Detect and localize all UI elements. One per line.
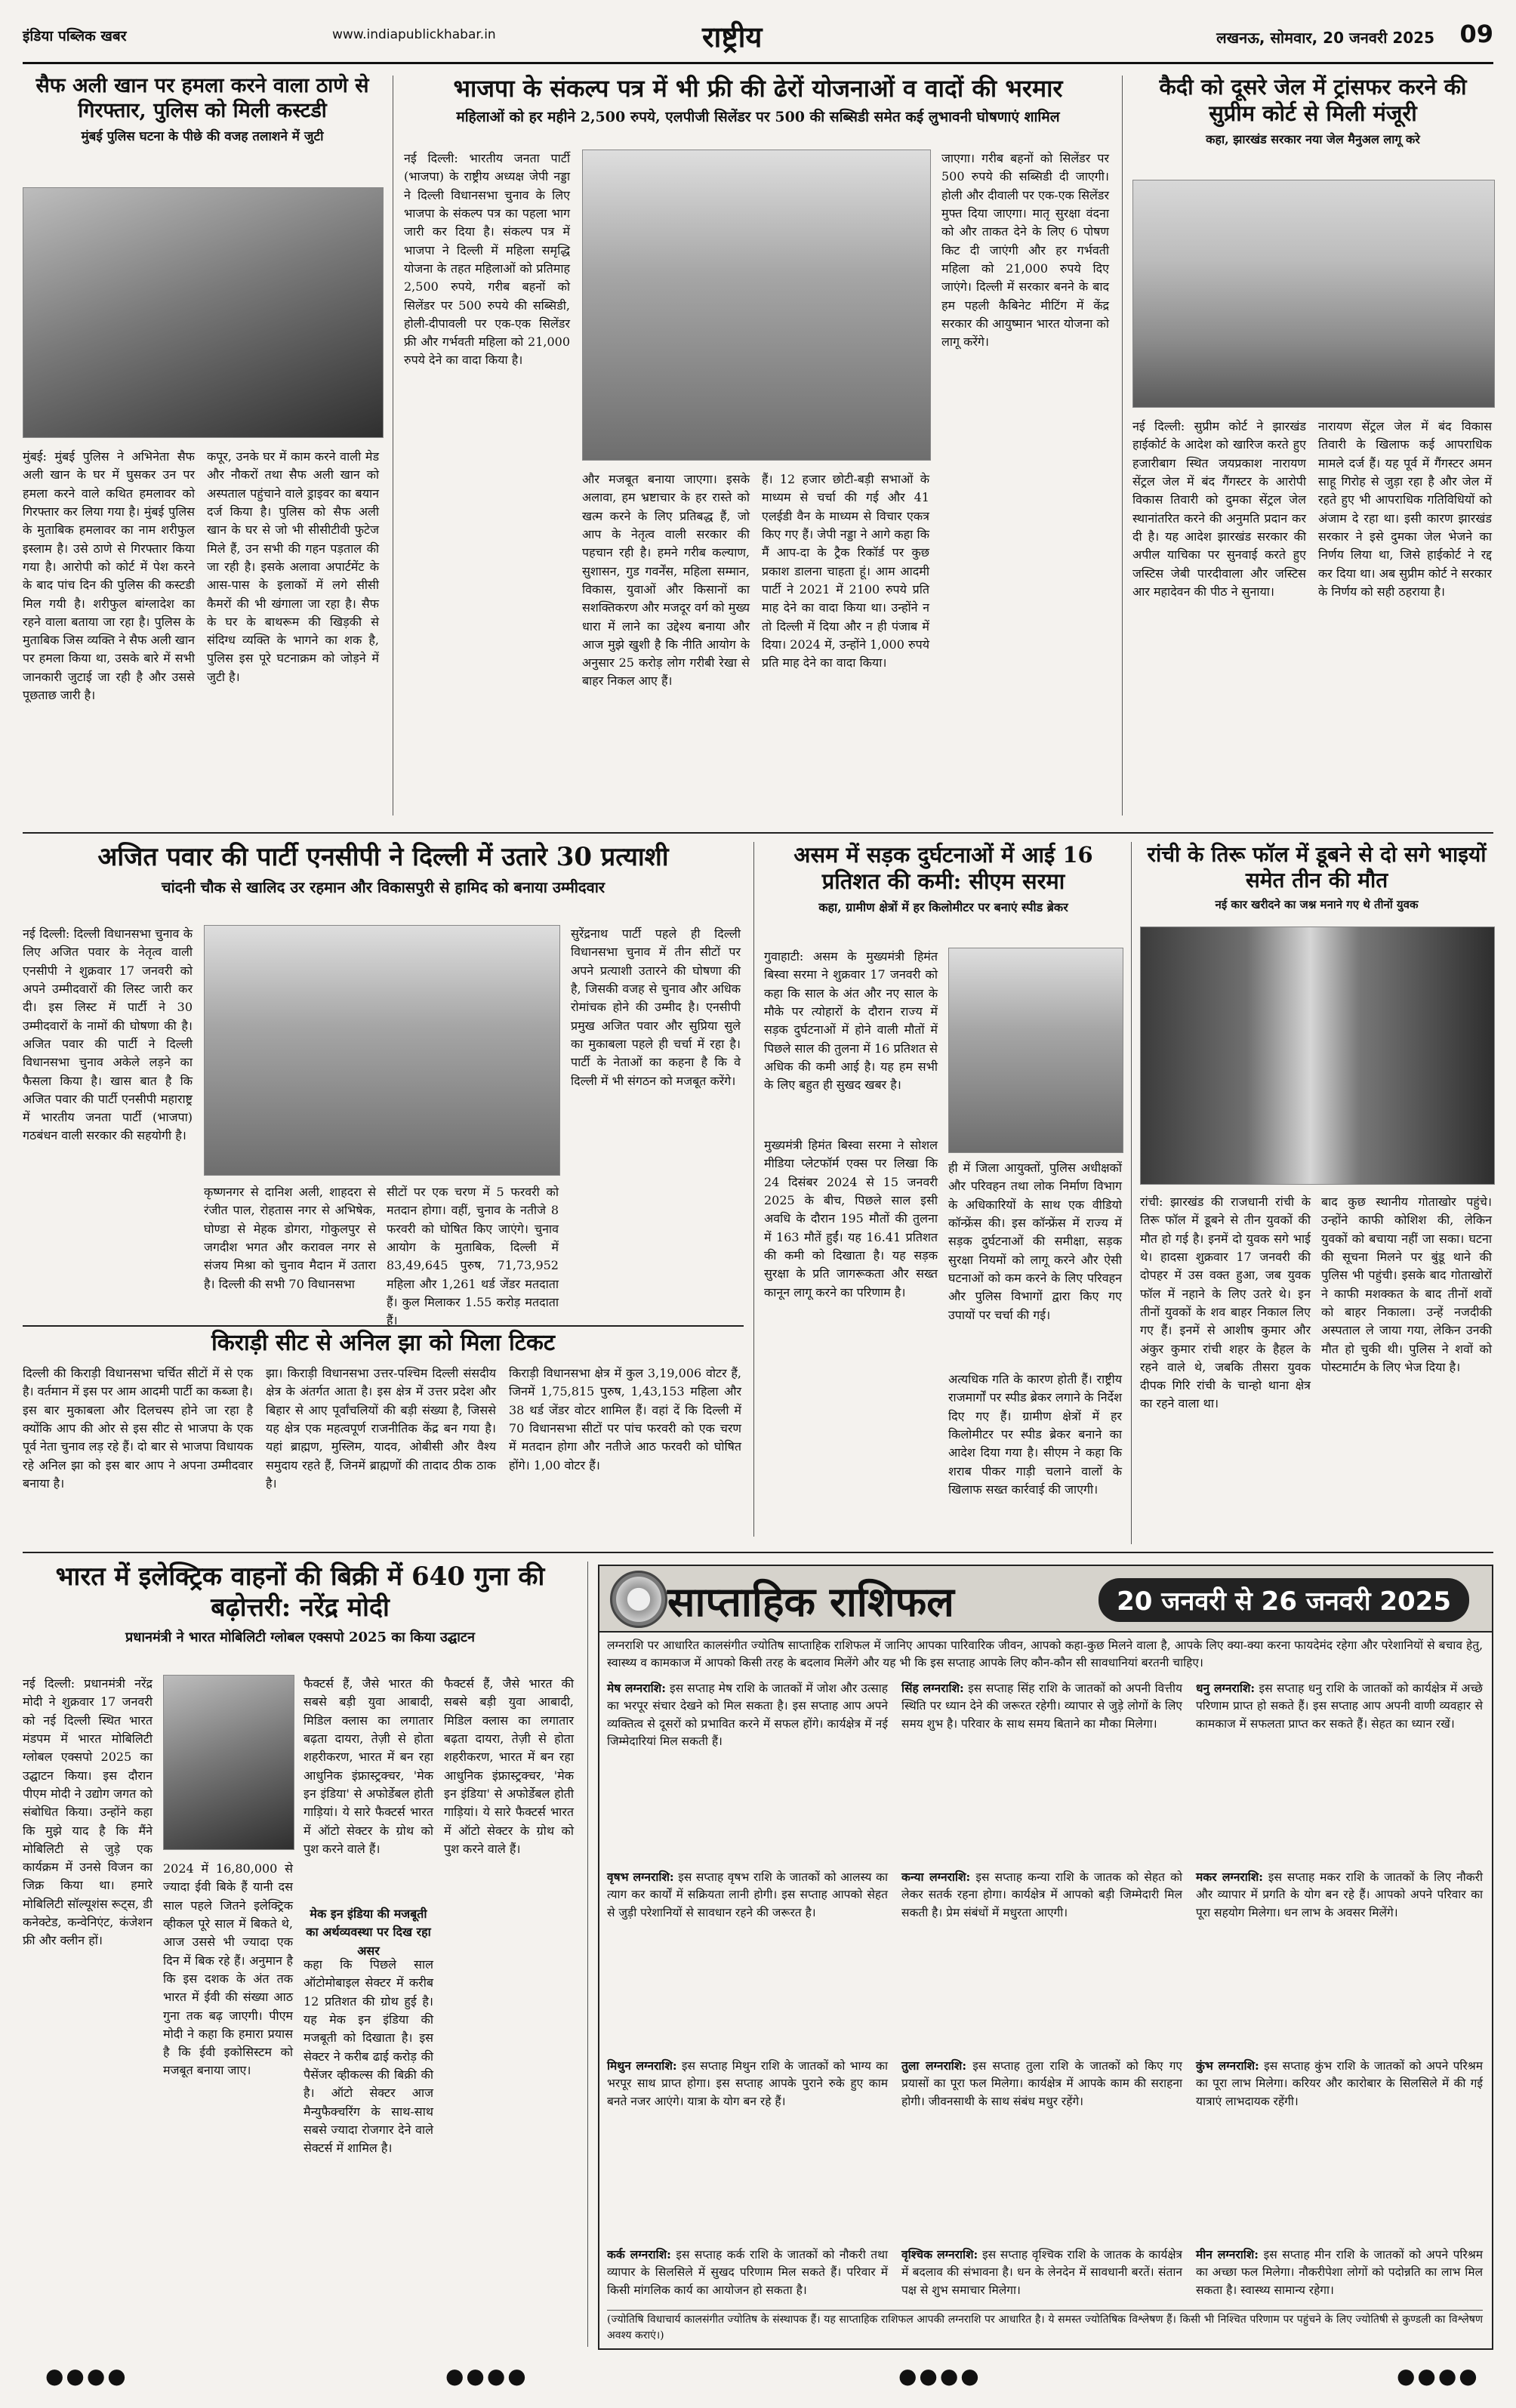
body-col-3: 2024 में 16,80,000 से ज्यादा ईवी बिके हैं यानी दस साल पहले जितने इलेक्ट्रिक व्हीकल पूरे साल में बिकते थे, आज उससे भी ज्यादा एक दिन में बिक रहे हैं। अनुमान है कि इस दशक के अंत तक भारत में ईवी की संख्या आठ गुना तक बढ़ जाएगी। पीएम मोदी ने कहा कि हमारा प्रयास है कि ईवी इकोसिस्टम को मजबूत बनाया जाए। (163, 1861, 293, 2078)
subhead: महिलाओं को हर महीने 2,500 रुपये, एलपीजी सिलेंडर पर 500 की सब्सिडी समेत कई लुभावनी घोषणाएं शामिल (456, 109, 1060, 126)
subhead: कहा, ग्रामीण क्षेत्रों में हर किलोमीटर पर बनाएं स्पीड ब्रेकर (818, 899, 1068, 914)
subhead: मुंबई पुलिस घटना के पीछे की वजह तलाशने में जुटी (81, 128, 324, 144)
rashi-dhanu (1196, 1679, 1483, 1861)
column-divider (587, 1562, 588, 2347)
article-kaidi (1132, 74, 1493, 829)
body-col-1: नई दिल्ली: दिल्ली विधानसभा चुनाव के लिए अजित पवार के नेतृत्व वाली एनसीपी ने शुक्रवार 17 जनवरी को अपने उम्मीदवारों की लिस्ट जारी कर दी। इस लिस्ट में पार्टी ने 30 उम्मीदवारों के नामों की घोषणा की है। अजित पवार की पार्टी ने दिल्ली विधानसभा चुनाव अकेले लड़ने का फैसला किया है। खास बात है कि अजित पवार की पार्टी एनसीपी महाराष्ट्र में भारतीय जनता पार्टी (भाजपा) गठबंधन वाली सरकार की सहयोगी है। (23, 927, 193, 1143)
rashi-text: इस सप्ताह मीन राशि के जातकों को अपने परिश्रम का अच्छा फल मिलेगा। नौकरीपेशा लोगों को पदोन्नति का लाभ मिल सकता है। स्वास्थ्य सामान्य रहेगा। (1196, 2248, 1483, 2297)
rashi-sign: कुंभ लग्नराशि: (1196, 2058, 1259, 2073)
rashi-makar (1196, 1868, 1483, 2049)
headline: भाजपा के संकल्प पत्र में भी फ्री की ढेरों योजनाओं व वादों की भरमार (453, 74, 1063, 103)
body-col-5: फैक्टर्स हैं, जैसे भारत की सबसे बड़ी युवा आबादी, मिडिल क्लास का लगातार बढ़ता दायरा, तेज़ी से होता शहरीकरण, भारत में बन रहा आधुनिक इंफ्रास्ट्रक्चर, 'मेक इन इंडिया' से अफोर्डेबल होती गाड़ियां। ये सारे फैक्टर्स भारत में ऑटो सेक्टर के ग्रोथ को पुश करने वाले हैं। (444, 1676, 574, 1856)
rashi-meen (1196, 2246, 1483, 2306)
article-kirari (23, 1325, 744, 1544)
subhead: कहा, झारखंड सरकार नया जेल मैनुअल लागू करे (1206, 131, 1420, 146)
rashi-text: इस सप्ताह मिथुन राशि के जातकों को भाग्य का भरपूर साथ प्राप्त होगा। इस सप्ताह आपके पुराने रुके हुए काम बनते नजर आएंगे। यात्रा के योग बन रहे हैं। (607, 2059, 888, 2108)
body-col-2: और मजबूत बनाया जाएगा। इसके अलावा, हम भ्रष्टाचार के हर रास्ते को खत्म करने के लिए प्रतिबद्ध हैं, जो आप के नेतृत्व वाली सरकार की पहचान रही है। हमने गरीब कल्याण, सुशासन, गुड गवर्नेंस, महिला सम्मान, विकास, युवाओं और किसानों का सशक्तिकरण और मजदूर वर्ग को मुख्य धारा में लाने का उद्देश्य बनाया और आज मुझे खुशी है कि नीति आयोग के अनुसार 25 करोड़ लोग गरीबी रेखा से बाहर निकल आए हैं। (582, 472, 750, 689)
body-col-2: झा। किराड़ी विधानसभा उत्तर-पश्चिम दिल्ली संसदीय क्षेत्र के अंतर्गत आता है। इस क्षेत्र में उत्तर प्रदेश और बिहार से आए पूर्वांचलियों की बड़ी संख्या है, जिससे यह क्षेत्र एक महत्वपूर्ण राजनीतिक केंद्र बन गया है। यहां ब्राह्मण, मुस्लिम, यादव, ओबीसी और वैश्य समुदाय रहते हैं, जिनमें ब्राह्मणों की तादाद ठीक ठाक है। (266, 1366, 496, 1491)
rashi-sign: मीन लग्नराशि: (1196, 2247, 1259, 2262)
body-col-3: हैं। 12 हजार छोटी-बड़ी सभाओं के माध्यम से चर्चा की गई और 41 एलईडी वैन के माध्यम से विचार एकत्र किए गए हैं। जेपी नड्डा ने आगे कहा कि मैं आप-दा के ट्रैक रिकॉर्ड पर कुछ प्रकाश डालना चाहता हूं। आम आदमी पार्टी ने 2021 में 2100 रुपये प्रति माह देने का वादा किया था। उन्होंने न तो दिल्ली में दिया और न ही पंजाब में दिया। 2024 में, उन्होंने 1,000 रुपये प्रति माह देने का वादा किया। (762, 472, 929, 671)
rashi-sign: वृषभ लग्नराशि: (607, 1870, 674, 1884)
rashi-sign: मिथुन लग्नराशि: (607, 2058, 677, 2073)
article-ev-sales (23, 1562, 578, 2347)
rashifal-footnote: (ज्योतिषि विधाचार्य कालसंगीत ज्योतिष के संस्थापक हैं। यह साप्ताहिक राशिफल आपकी लग्नराशि पर आधारित है। ये समस्त ज्योतिषिक विश्लेषण हैं। किसी भी निश्चित परिणाम पर पहुंचने के लिए ज्योतिषी से कुण्डली का विश्लेषण अवश्य कराएं।) (607, 2310, 1483, 2347)
body-col-3: किराड़ी विधानसभा क्षेत्र में कुल 3,19,006 वोटर हैं, जिनमें 1,75,815 पुरुष, 1,43,153 महिला और 38 थर्ड जेंडर वोटर शामिल हैं। वहां दें कि दिल्ली में 70 विधानसभा सीटों पर पांच फरवरी को एक चरण में मतदान होगा और नतीजे आठ फरवरी को घोषित होंगे। 1,00 वोटर हैं। (509, 1366, 741, 1472)
headline: कैदी को दूसरे जेल में ट्रांसफर करने की सुप्रीम कोर्ट से मिली मंजूरी (1159, 74, 1467, 127)
saif-photo (23, 187, 384, 438)
masthead (23, 15, 1493, 64)
footer-ornament: ●●●● (898, 2363, 981, 2388)
rashi-tula (901, 2057, 1182, 2238)
column-divider (753, 842, 754, 1537)
article-saif (23, 74, 382, 829)
footer-ornament: ●●●● (1397, 2363, 1480, 2388)
rashi-kanya (901, 1868, 1182, 2049)
body-col-under-2: सीटों पर एक चरण में 5 फरवरी को मतदान होगा। वहीं, चुनाव के नतीजे 8 फरवरी को घोषित किए जाएंगे। चुनाव आयोग के मुताबिक, दिल्ली में 83,49,645 पुरुष, 71,73,952 महिला और 1,261 थर्ड जेंडर मतदाता हैं। कुल मिलाकर 1.55 करोड़ मतदाता हैं। (387, 1185, 559, 1328)
supreme-court-photo (1132, 180, 1495, 408)
section-title: राष्ट्रीय (702, 20, 763, 54)
rashi-mesh (607, 1679, 888, 1861)
subhead: नई कार खरीदने का जश्न मनाने गए थे तीनों युवक (1215, 898, 1419, 912)
rashi-sign: मेष लग्नराशि: (607, 1681, 666, 1695)
rashi-text: इस सप्ताह तुला राशि के जातकों को किए गए प्रयासों का पूरा फल मिलेगा। कार्यक्षेत्र में आपके काम की सराहना होगी। जीवनसाथी के साथ संबंध मधुर रहेंगे। (901, 2059, 1182, 2108)
headline: असम में सड़क दुर्घटनाओं में आई 16 प्रतिशत की कमी: सीएम सरमा (793, 842, 1093, 895)
rashifal-dates: 20 जनवरी से 26 जनवरी 2025 (1098, 1578, 1469, 1622)
rashi-sign: मकर लग्नराशि: (1196, 1870, 1263, 1884)
rashi-kumbh (1196, 2057, 1483, 2238)
body-col-4: अत्यधिक गति के कारण होती हैं। राष्ट्रीय राजमार्गों पर स्पीड ब्रेकर लगाने के निर्देश दिए गए हैं। ग्रामीण क्षेत्रों में हर किलोमीटर पर स्पीड ब्रेकर बनाने का आदेश दिया गया है। सीएम ने कहा कि शराब पीकर गाड़ी चलाने वालों के खिलाफ सख्त कार्रवाई की जाएगी। (948, 1372, 1122, 1497)
waterfall-photo (1140, 927, 1495, 1185)
body-col-1: दिल्ली की किराड़ी विधानसभा चर्चित सीटों में से एक है। वर्तमान में इस पर आम आदमी पार्टी का कब्जा है। इस बार मुकाबला और दिलचस्प होने जा रहा है क्योंकि आप की ओर से इस सीट से भाजपा के एक पूर्व नेता चुनाव लड़ रहे हैं। दो बार से भाजपा विधायक रहे अनिल झा को इस बार आप ने अपना उम्मीदवार बनाया है। (23, 1366, 253, 1491)
rashi-sign: वृश्चिक लग्नराशि: (901, 2247, 978, 2262)
article-ranchi (1140, 842, 1493, 1544)
body-col-2: बाद कुछ स्थानीय गोताखोर पहुंचे। उन्होंने काफी कोशिश की, लेकिन युवकों को बचाया नहीं जा सका। घटना की सूचना मिलने पर बुंडू थाने की पुलिस भी पहुंची। इसके बाद गोताखोरों ने काफी मशक्कत के बाद तीनों शवों को बाहर निकाला। उन्हें नजदीकी अस्पताल ले जाया गया, लेकिन उनकी मौत हो चुकी थी। पुलिस ने शवों को पोस्टमार्टम के लिए भेज दिया है। (1321, 1195, 1492, 1374)
article-assam (764, 842, 1123, 1544)
zodiac-wheel-icon (610, 1571, 667, 1628)
website-url[interactable]: www.indiapublickhabar.in (332, 27, 496, 42)
page-number: 09 (1459, 20, 1493, 48)
rashi-text: इस सप्ताह कुंभ राशि के जातकों को अपने परिश्रम का पूरा लाभ मिलेगा। करियर और कारोबार के सिलसिले में की गई यात्राएं लाभदायक रहेंगी। (1196, 2059, 1483, 2108)
subhead: प्रधानमंत्री ने भारत मोबिलिटी ग्लोबल एक्सपो 2025 का किया उद्घाटन (125, 1629, 475, 1645)
rashi-text: इस सप्ताह मेष राशि के जातकों में जोश और उत्साह का भरपूर संचार देखने को मिल सकता है। इस सप्ताह आप अपने व्यक्तित्व से दूसरों को प्रभावित करने में सफल होंगे। कार्यक्षेत्र में नई जिम्मेदारियां मिल सकती हैं। (607, 1682, 888, 1748)
article-ajit-pawar (23, 842, 744, 1328)
rashi-vrishabh (607, 1868, 888, 2049)
rashi-sign: तुला लग्नराशि: (901, 2058, 967, 2073)
rashifal-intro: लग्नराशि पर आधारित कालसंगीत ज्योतिष साप्ताहिक राशिफल में जानिए आपका पारिवारिक जीवन, आपको कहा-कुछ मिलने वाला है, आपके लिए क्या-क्या करना फायदेमंद रहेगा और परेशानियों से बचाव हेतु, स्वास्थ्य व कामकाज में आपको किसी तरह के बदलाव मिलेंगे और यह भी कि इस सप्ताह आपके लिए कौन-कौन सी सावधानियां बरतनी चाहिए। (607, 1639, 1483, 1670)
rashi-text: इस सप्ताह सिंह राशि के जातकों को अपनी वित्तीय स्थिति पर ध्यान देने की जरूरत रहेगी। व्यापार से जुड़े लोगों के लिए समय शुभ है। परिवार के साथ समय बिताने का मौका मिलेगा। (901, 1682, 1183, 1731)
body-col-2: कपूर, उनके घर में काम करने वाली मेड और नौकरों तथा सैफ अली खान को अस्पताल पहुंचाने वाले ड्राइवर का बयान दर्ज किया है। पुलिस को सैफ अली खान के घर से जो भी सीसीटीवी फुटेज मिले हैं, उन सभी की गहन पड़ताल की जा रही है। इसके अलावा अपार्टमेंट के आस-पास के इलाकों में लगे सीसी कैमरों की भी खंगाला जा रहा है। सैफ के घर के बाथरूम की खिड़की से संदिग्ध व्यक्ति के भागने का शक है, पुलिस इस पूरे घटनाक्रम को जोड़ने में जुटी है। (207, 449, 379, 684)
assam-cm-photo (948, 948, 1123, 1153)
body-col-1: नई दिल्ली: भारतीय जनता पार्टी (भाजपा) के राष्ट्रीय अध्यक्ष जेपी नड्डा ने दिल्ली विधानसभा चुनाव के लिए भाजपा के संकल्प पत्र का पहला भाग जारी कर दिया है। संकल्प पत्र में भाजपा ने दिल्ली में महिला समृद्धि योजना के तहत महिलाओं को प्रतिमाह 2,500 रुपये, गरीब बहनों को सिलेंडर पर 500 रुपये की सब्सिडी, होली-दीपावली पर एक-एक सिलेंडर फ्री और गर्भवती महिला को 21,000 रुपये देने का वादा किया है। (404, 151, 570, 368)
rashi-text: इस सप्ताह वृश्चिक राशि के जातक के कार्यक्षेत्र में बदलाव की संभावना है। धन के लेनदेन में सावधानी बरतें। संतान पक्ष से शुभ समाचार मिलेगा। (901, 2248, 1182, 2297)
section-divider (23, 1552, 1493, 1553)
subhead: चांदनी चौक से खालिद उर रहमान और विकासपुरी से हामिद को बनाया उम्मीदवार (161, 878, 605, 897)
body-col-1: नई दिल्ली: प्रधानमंत्री नरेंद्र मोदी ने शुक्रवार 17 जनवरी को नई दिल्ली स्थित भारत मंडपम में भारत मोबिलिटी ग्लोबल एक्सपो 2025 का उद्घाटन किया। इस दौरान पीएम मोदी ने उद्योग जगत को संबोधित किया। उन्होंने कहा कि मुझे याद है कि मैंने मोबिलिटी से जुड़े एक कार्यक्रम में उनसे विजन का जिक्र किया था। हमारे मोबिलिटी सॉल्यूशंस रूट्स, डी कनेक्टेड, कन्वेनिएंट, कंजेशन फ्री और क्लीन हों। (23, 1676, 153, 1948)
body-col-4: कहा कि पिछले साल ऑटोमोबाइल सेक्टर में करीब 12 प्रतिशत की ग्रोथ हुई है। यह मेक इन इंडिया की मजबूती को दिखाता है। इस सेक्टर ने करीब ढाई करोड़ की पैसेंजर व्हीकल्स की बिक्री की है। ऑटो सेक्टर आज मैन्युफैक्चरिंग के साथ-साथ सबसे ज्यादा रोजगार देने वाले सेक्टर्स में शामिल है। (304, 1957, 433, 2156)
article-bjp (404, 74, 1112, 829)
modi-photo (163, 1675, 294, 1850)
column-divider (1131, 842, 1132, 1544)
bjp-photo (582, 150, 931, 461)
body-col-3: ही में जिला आयुक्तों, पुलिस अधीक्षकों और परिवहन तथा लोक निर्माण विभाग के अधिकारियों के साथ एक वीडियो कॉन्फ्रेंस की। इस कॉन्फ्रेंस में राज्य में सड़क दुर्घटनाओं की समीक्षा, सड़क सुरक्षा नियमों को लागू करने और ऐसी घटनाओं को कम करने के लिए परिवहन और पुलिस विभागों द्वारा किए गए उपायों पर चर्चा की गई। (948, 1161, 1122, 1322)
issue-date: लखनऊ, सोमवार, 20 जनवरी 2025 (1216, 29, 1434, 47)
body-col-1: नई दिल्ली: सुप्रीम कोर्ट ने झारखंड हाईकोर्ट के आदेश को खारिज करते हुए हजारीबाग स्थित जयप्रकाश नारायण सेंट्रल जेल में बंद गैंगस्टर के आरोपी विकास तिवारी को दुमका सेंट्रल जेल स्थानांतरित करने की अनुमति प्रदान कर दी है। यह आदेश झारखंड सरकार की अपील याचिका पर सुनवाई करते हुए जस्टिस जेबी पारदीवाला और जस्टिस आर महादेवन की पीठ ने सुनाया। (1132, 419, 1306, 599)
footer-ornament: ●●●● (445, 2363, 528, 2388)
rashi-mithun (607, 2057, 888, 2238)
body-col-2: मुख्यमंत्री हिमंत बिस्वा सरमा ने सोशल मीडिया प्लेटफॉर्म एक्स पर लिखा कि 24 दिसंबर 2024 से 15 जनवरी 2025 के बीच, पिछले साल इसी अवधि के दौरान 195 मौतों की तुलना में 163 मौतें हुईं। यह 16.41 प्रतिशत की कमी को दिखाता है। यह सड़क सुरक्षा के प्रति जागरूकता और सख्त कानून लागू करने का परिणाम है। (764, 1138, 938, 1300)
rashifal-box (598, 1565, 1493, 2350)
rashi-sign: कन्या लग्नराशि: (901, 1870, 971, 1884)
rashi-text: इस सप्ताह वृषभ राशि के जातकों को आलस्य का त्याग कर कार्यों में सक्रियता लानी होगी। इस सप्ताह आपको सेहत से जुड़ी परेशानियों से सावधान रहने की जरूरत है। (607, 1870, 888, 1919)
body-col-under-1: कृष्णनगर से दानिश अली, शाहदरा से रंजीत पाल, रोहतास नगर से अभिषेक, घोण्डा से मेहक डोगरा, गोकुलपुर से जगदीश भगत और करावल नगर से संजय मिश्रा को चुनाव मैदान में उतारा है। दिल्ली की सभी 70 विधानसभा (204, 1185, 376, 1291)
rashifal-title: साप्ताहिक राशिफल (667, 1577, 954, 1626)
rashi-text: इस सप्ताह धनु राशि के जातकों को कार्यक्षेत्र में अच्छे परिणाम प्राप्त हो सकते हैं। इस सप्ताह आप अपनी वाणी व्यवहार से कामकाज में सफलता प्राप्त कर सकते हैं। सेहत का ध्यान रखें। (1196, 1682, 1483, 1731)
headline: भारत में इलेक्ट्रिक वाहनों की बिक्री में 640 गुना की बढ़ोत्तरी: नरेंद्र मोदी (55, 1562, 545, 1623)
body-col-2: नारायण सेंट्रल जेल में बंद विकास तिवारी के खिलाफ कई आपराधिक मामले दर्ज हैं। यह पूर्व में गैंगस्टर अमन साहू गिरोह से जुड़ा रहा है और जेल में रहते हुए भी आपराधिक गतिविधियों को अंजाम दे रहा था। इसी कारण झारखंड सरकार ने इसे दुमका जेल भेजने का निर्णय लिया था, जिसे हाईकोर्ट ने रद्द कर दिया था। अब सुप्रीम कोर्ट ने सरकार के निर्णय को सही ठहराया है। (1318, 419, 1492, 599)
body-col-1: गुवाहाटी: असम के मुख्यमंत्री हिमंत बिस्वा सरमा ने शुक्रवार 17 जनवरी को कहा कि साल के अंत और नए साल के मौके पर त्योहारों के दौरान राज्य में सड़क दुर्घटनाओं में होने वाली मौतों में पिछले साल की तुलना में 16 प्रतिशत से अधिक की कमी आई है। यह हम सभी के लिए बहुत ही सुखद खबर है। (764, 949, 938, 1093)
rashi-kark (607, 2246, 888, 2306)
rashifal-banner (599, 1566, 1492, 1633)
rashi-text: इस सप्ताह कन्या राशि के जातक को सेहत को लेकर सतर्क रहना होगा। कार्यक्षेत्र में आपको बड़ी जिम्मेदारी मिल सकती है। प्रेम संबंधों में मधुरता आएगी। (901, 1870, 1182, 1919)
rashi-sign: धनु लग्नराशि: (1196, 1681, 1256, 1695)
headline: अजित पवार की पार्टी एनसीपी ने दिल्ली में उतारे 30 प्रत्याशी (97, 842, 669, 872)
ajit-pawar-photo (204, 925, 560, 1176)
rashi-sign: सिंह लग्नराशि: (901, 1681, 964, 1695)
mid-heading: मेक इन इंडिया की मजबूती का अर्थव्यवस्था पर दिख रहा असर (306, 1907, 431, 1958)
body-col-1: रांची: झारखंड की राजधानी रांची के तिरू फॉल में डूबने से तीन युवकों की मौत हो गई है। इनमें दो युवक सगे भाई थे। हादसा शुक्रवार 17 जनवरी की दोपहर में उस वक्त हुआ, जब युवक फॉल में नहाने के लिए उतरे थे। इन तीनों युवकों के शव बाहर निकाल लिए गए हैं। इनमें से आशीष कुमार और अंकुर कुमार रांची शहर के हैहल के रहने वाले थे, जबकि तीसरा युवक दीपक गिरि रांची के चान्हो थाना क्षेत्र का रहने वाला था। (1140, 1195, 1311, 1411)
headline: रांची के तिरू फॉल में डूबने से दो सगे भाइयों समेत तीन की मौत (1147, 842, 1487, 893)
rashi-sign: कर्क लग्नराशि: (607, 2247, 671, 2262)
body-col-1: मुंबई: मुंबई पुलिस ने अभिनेता सैफ अली खान के घर में घुसकर उन पर हमला करने वाले कथित हमलावर को गिरफ्तार कर लिया गया है। मुंबई पुलिस के मुताबिक हमलावर का नाम शरीफुल इस्लाम है। उसे ठाणे से गिरफ्तार किया गया है। आरोपी को कोर्ट में पेश करने के बाद पांच दिन की पुलिस की कस्टडी मिल गयी है। शरीफुल बांग्लादेश का रहने वाला बताया जा रहा है। पुलिस के मुताबिक जिस व्यक्ति ने सैफ अली खान पर हमला किया था, उसके बारे में सभी जानकारी जुटाई जा रही है और उससे पूछताछ जारी है। (23, 449, 195, 703)
section-divider (23, 832, 1493, 834)
body-col-2: सुरेंद्रनाथ पार्टी पहले ही दिल्ली विधानसभा चुनाव में तीन सीटों पर अपने प्रत्याशी उतारने की घोषणा की है, जिसकी वजह से चुनाव और अधिक रोमांचक होने की उम्मीद है। एनसीपी प्रमुख अजित पवार और सुप्रिया सुले का मुकाबला पहले ही चर्चा में रहा है। पार्टी के नेताओं का कहना है कि वे दिल्ली में भी संगठन को मजबूत करेंगे। (571, 927, 741, 1088)
body-col-4: जाएगा। गरीब बहनों को सिलेंडर पर 500 रुपये की सब्सिडी दी जाएगी। होली और दीवाली पर एक-एक सिलेंडर मुफ्त दिया जाएगा। मातृ सुरक्षा वंदना को और ताकत देने के लिए 6 पोषण किट दी जाएंगी और हर गर्भवती महिला को 21,000 रुपये दिए जाएंगे। दिल्ली में सरकार बनने के बाद हम पहली कैबिनेट मीटिंग में केंद्र सरकार की आयुष्मान भारत योजना को लागू करेंगे। (941, 151, 1109, 350)
rashi-singh (901, 1679, 1182, 1861)
body-col-2: फैक्टर्स हैं, जैसे भारत की सबसे बड़ी युवा आबादी, मिडिल क्लास का लगातार बढ़ता दायरा, तेज़ी से होता शहरीकरण, भारत में बन रहा आधुनिक इंफ्रास्ट्रक्चर, 'मेक इन इंडिया' से अफोर्डेबल होती गाड़ियां। ये सारे फैक्टर्स भारत में ऑटो सेक्टर के ग्रोथ को पुश करने वाले हैं। (304, 1676, 433, 1856)
newspaper-page (23, 15, 1493, 2394)
column-divider (1122, 76, 1123, 816)
rashi-text: इस सप्ताह कर्क राशि के जातकों को नौकरी तथा व्यापार के सिलसिले में सुखद परिणाम मिल सकते हैं। परिवार में किसी मांगलिक कार्य का आयोजन हो सकता है। (607, 2248, 888, 2297)
rashi-vrishchik (901, 2246, 1182, 2306)
footer-ornament: ●●●● (45, 2363, 128, 2388)
paper-name: इंडिया पब्लिक खबर (23, 28, 127, 45)
rashi-text: इस सप्ताह मकर राशि के जातकों के लिए नौकरी और व्यापार में प्रगति के योग बन रहे हैं। आपको अपने परिवार का पूरा सहयोग मिलेगा। धन लाभ के अवसर मिलेंगे। (1196, 1870, 1483, 1919)
headline: सैफ अली खान पर हमला करने वाला ठाणे से गिरफ्तार, पुलिस को मिली कस्टडी (35, 74, 369, 122)
headline: किराड़ी सीट से अनिल झा को मिला टिकट (23, 1325, 744, 1358)
